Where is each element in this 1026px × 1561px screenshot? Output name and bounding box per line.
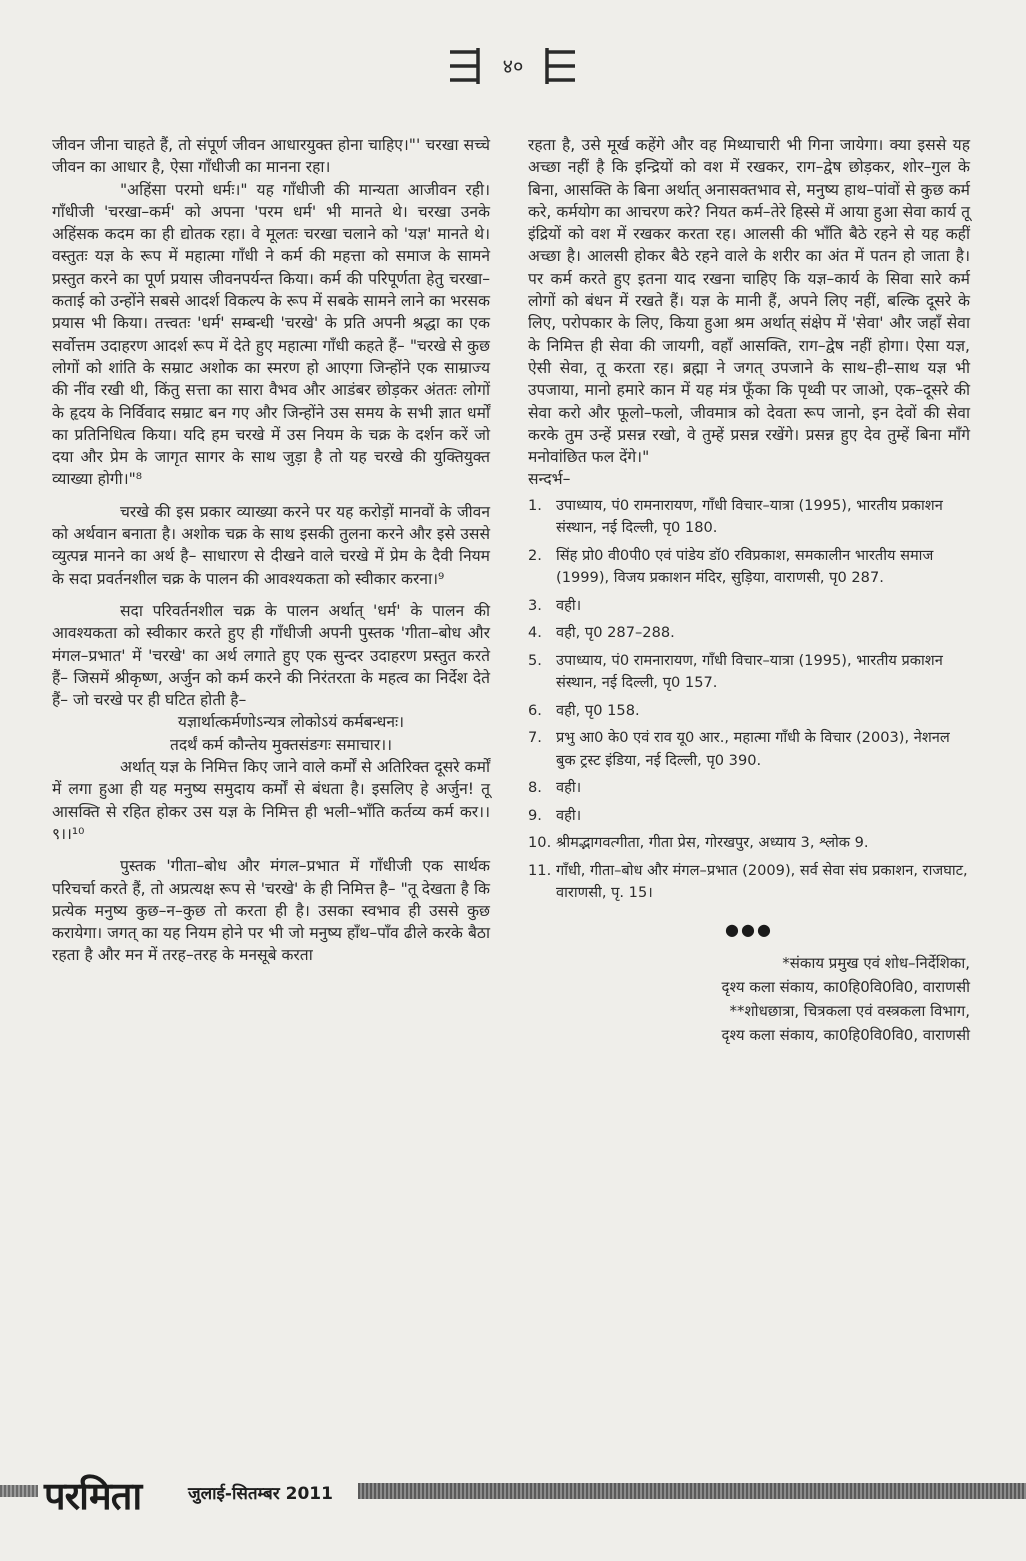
reference-item: 1. उपाध्याय, पं0 रामनारायण, गाँधी विचार–यात्रा (1995), भारतीय प्रकाशन संस्थान, नई दिल्ली, पृ0 180.: [528, 496, 943, 537]
footer-stripe: [358, 1483, 1026, 1499]
page-header: [0, 40, 1026, 90]
reference-item: 8. वही।: [528, 779, 582, 797]
page-number: ४०: [502, 54, 524, 78]
affiliation-line: **शोधछात्रा, चित्रकला एवं वस्त्रकला विभाग,: [729, 1002, 970, 1021]
sanskrit-verse: यज्ञार्थात्कर्मणोऽन्यत्र लोकोऽयं कर्मबन्धनः।: [177, 713, 405, 732]
reference-item: 2. सिंह प्रो0 वी0पी0 एवं पांडेय डॉ0 रविप्रकाश, समकालीन भारतीय समाज (1999), विजय प्रकाशन मंदिर, सुड़िया, वाराणसी, पृ0 287.: [528, 546, 934, 587]
affiliation-line: दृश्य कला संकाय, का0हि0वि0वि0, वाराणसी: [721, 1026, 970, 1045]
journal-name: परमिता: [44, 1473, 142, 1518]
paragraph: जीवन जीना चाहते हैं, तो संपूर्ण जीवन आधारयुक्त होना चाहिए।"' चरखा सच्चे जीवन का आधार है, ऐसा गाँधीजी का मानना रहा।: [52, 136, 490, 177]
reference-item: 6. वही, पृ0 158.: [528, 701, 640, 719]
sanskrit-verse: तदर्थं कर्म कौन्तेय मुक्तसंङगः समाचार।।: [169, 735, 393, 754]
author-affiliation: [528, 951, 970, 1047]
reference-item: 7. प्रभु आ0 के0 एवं राव यू0 आर., महात्मा गाँधी के विचार (2003), नेशनल बुक ट्रस्ट इंडिया, नई दिल्ली, पृ0 390.: [528, 729, 950, 769]
reference-item: 4. वही, पृ0 287–288.: [528, 624, 675, 642]
references-heading: सन्दर्भ–: [528, 470, 571, 489]
page-footer: [0, 1471, 1026, 1518]
reference-item: 9. वही।: [528, 806, 582, 824]
reference-item: 11. गाँधी, गीता–बोध और मंगल–प्रभात (2009), सर्व सेवा संघ प्रकाशन, राजघाट, वाराणसी, पृ. 15।: [528, 861, 968, 902]
paragraph: अर्थात् यज्ञ के निमित्त किए जाने वाले कर्मों से अतिरिक्त दूसरे कर्मों में लगा हुआ ही यह मनुष्य समुदाय कर्मों से बंधता है। इसलिए हे अर्जुन! तू आसक्ति से रहित होकर उस यज्ञ के निमित्त ही भली–भाँति कर्तव्य कर्म कर।।९।।¹⁰: [52, 758, 490, 843]
footer-stripe: [0, 1485, 38, 1497]
paragraph: पुस्तक 'गीता–बोध और मंगल–प्रभात में गाँधीजी एक सार्थक परिचर्चा करते हैं, तो अप्रत्यक्ष रूप से 'चरखे' के ही निमित्त है– "तू देखता है कि प्रत्येक मनुष्य कुछ–न–कुछ तो करता ही है। उसका स्वभाव ही उससे कुछ करायेगा। जगत् का यह नियम होने पर भी जो मनुष्य हाँथ–पाँव ढीले करके बैठा रहता है और मन में तरह–तरह के मनसूबे करता: [52, 857, 490, 965]
right-column: [528, 134, 970, 1047]
reference-item: 10. श्रीमद्भागवत्गीता, गीता प्रेस, गोरखपुर, अध्याय 3, श्लोक 9.: [528, 834, 869, 852]
header-ornament-left-icon: [448, 46, 492, 86]
issue-date: जुलाई-सितम्बर 2011: [188, 1484, 333, 1504]
paragraph: रहता है, उसे मूर्ख कहेंगे और वह मिथ्याचारी भी गिना जायेगा। क्या इससे यह अच्छा नहीं है कि इन्द्रियों को वश में रखकर, राग–द्वेष छोड़कर, शोर–गुल के बिना, आसक्ति के बिना अर्थात् अनासक्तभाव से, मनुष्य हाथ–पांवों से कुछ कर्म करे, कर्मयोग का आचरण करे? नियत कर्म–तेरे हिस्से में आया हुआ सेवा कार्य तू इंद्रियों को वश में रखकर करता रह। आलसी की भाँति बैठे रहने से यह कहीं अच्छा है। आलसी होकर बैठे रहने वाले के शरीर का अंत में पतन हो जाता है। पर कर्म करते हुए इतना याद रखना चाहिए कि यज्ञ–कार्य के सिवा सारे कर्म लोगों को बंधन में रखते हैं। यज्ञ के मानी हैं, अपने लिए नहीं, बल्कि दूसरे के लिए, परोपकार के लिए, किया हुआ श्रम अर्थात् संक्षेप में 'सेवा' और जहाँ सेवा के निमित्त ही सेवा की जायगी, वहाँ आसक्ति, राग–द्वेष नहीं होगा। ऐसा यज्ञ, ऐसी सेवा, तू करता रह। ब्रह्मा ने जगत् उपजाने के साथ–ही–साथ यज्ञ भी उपजाया, मानो हमारे कान में यह मंत्र फूँका कि पृथ्वी पर जाओ, एक–दूसरे की सेवा करो और फूलो–फलो, जीवमात्र को देवता रूप जानो, इन देवों की सेवा करके तुम उन्हें प्रसन्न रखो, वे तुम्हें प्रसन्न रखेंगे। प्रसन्न हुए देव तुम्हें बिना माँगे मनोवांछित फल देंगे।": [528, 136, 970, 467]
left-column: [52, 134, 490, 967]
section-separator: ●●●: [725, 919, 773, 939]
header-ornament-right-icon: [533, 46, 577, 86]
affiliation-line: दृश्य कला संकाय, का0हि0वि0वि0, वाराणसी: [721, 978, 970, 997]
references-list: [528, 495, 970, 905]
paragraph: सदा परिवर्तनशील चक्र के पालन अर्थात् 'धर्म' के पालन की आवश्यकता को स्वीकार करते हुए ही गाँधीजी अपनी पुस्तक 'गीता–बोध और मंगल–प्रभात' में 'चरखे' का अर्थ लगाते हुए एक सुन्दर उदाहरण प्रस्तुत करते हैं– जिसमें श्रीकृष्ण, अर्जुन को कर्म करने की निरंतरता के महत्व का निर्देश देते हैं– जो चरखे पर ही घटित होती है–: [52, 601, 490, 710]
paragraph: चरखे की इस प्रकार व्याख्या करने पर यह करोड़ों मानवों के जीवन को अर्थवान बनाता है। अशोक चक्र के साथ इसकी तुलना करने और इसे उससे व्युत्पन्न मानने का अर्थ है– साधारण से दीखने वाले चरखे में प्रेम के दैवी नियम के सदा प्रवर्तनशील चक्र के पालन की आवश्यकता को स्वीकार करना।⁹: [52, 502, 490, 588]
paragraph: "अहिंसा परमो धर्मः।" यह गाँधीजी की मान्यता आजीवन रही। गाँधीजी 'चरखा–कर्म' को अपना 'परम धर्म' भी मानते थे। चरखा उनके अहिंसक कदम का ही द्योतक रहा। वे मूलतः चरखा चलाने को 'यज्ञ' मानते थे। वस्तुतः यज्ञ के रूप में महात्मा गाँधी ने कर्म की महत्ता को समाज के सामने प्रस्तुत करने का पूर्ण प्रयास जीवनपर्यन्त किया। कर्म की परिपूर्णता हेतु चरखा–कताई को उन्होंने सबसे आदर्श विकल्प के रूप में सबके सामने लाने का भरसक प्रयास भी किया। तत्त्वतः 'धर्म' सम्बन्धी 'चरखे' के प्रति अपनी श्रद्धा का एक सर्वोत्तम उदाहरण आदर्श रूप में देते हुए महात्मा गाँधी कहते हैं– "चरखे से कुछ लोगों को शांति के सम्राट अशोक का स्मरण हो आएगा जिन्होंने एक साम्राज्य की नींव रखी थी, किंतु सत्ता का सारा वैभव और आडंबर छोड़कर अंततः लोगों के हृदय के निर्विवाद सम्राट बन गए और जिन्होंने उस समय के सभी ज्ञात धर्मों का प्रतिनिधित्व किया। यदि हम चरखे में उस नियम के चक्र के दर्शन करें जो दया और प्रेम के जागृत सागर के साथ जुड़ा है तो यह चरखे की युक्तियुक्त व्याख्या होगी।"⁸: [52, 180, 490, 489]
reference-item: 5. उपाध्याय, पं0 रामनारायण, गाँधी विचार–यात्रा (1995), भारतीय प्रकाशन संस्थान, नई दिल्ली, पृ0 157.: [528, 651, 943, 692]
reference-item: 3. वही।: [528, 596, 582, 614]
affiliation-line: *संकाय प्रमुख एवं शोध–निर्देशिका,: [782, 954, 970, 973]
